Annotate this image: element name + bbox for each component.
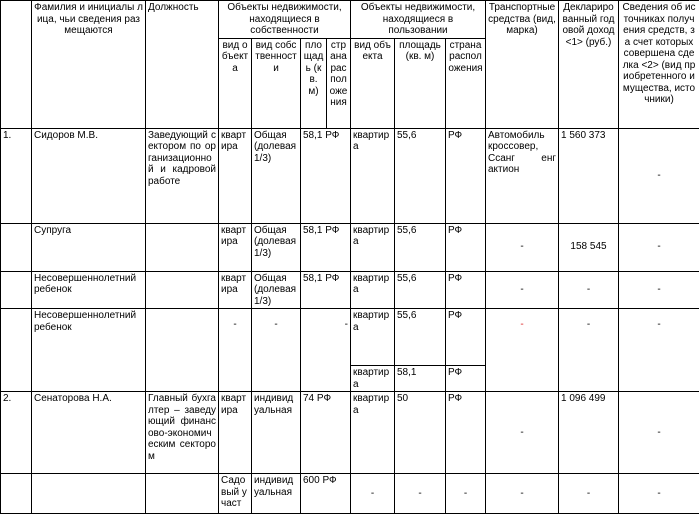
header-owned-area: площадь (кв. м) (301, 38, 327, 128)
cell-sources: - (619, 223, 699, 271)
header-owned-type: вид объекта (219, 38, 252, 128)
cell-used-area: - (395, 474, 446, 514)
cell-used-type: квартира (351, 392, 395, 474)
table-row (1, 309, 699, 366)
cell-sources: - (619, 128, 699, 223)
cell-used-country: РФ (446, 128, 486, 223)
cell-transport: Автомобиль кроссовер, Ссанг енг актион (486, 128, 559, 223)
cell-owned-ownership: - (252, 309, 301, 392)
cell-owned-ownership: индивидуальная (252, 392, 301, 474)
header-num (1, 1, 32, 129)
header-owned-ownership: вид собственности (252, 38, 301, 128)
cell-position (146, 474, 219, 514)
cell-name (32, 474, 146, 514)
header-owned-group: Объекты недвижимости, находящиеся в собственности (219, 1, 351, 39)
cell-owned-area: 58,1 РФ (301, 128, 351, 223)
cell-owned-ownership: Общая (долевая 1/3) (252, 271, 301, 309)
cell-used-type: квартира (351, 223, 395, 271)
header-transport: Транспортные средства (вид, марка) (486, 1, 559, 129)
cell-used-type: квартира (351, 366, 395, 392)
cell-income: 1 560 373 (559, 128, 619, 223)
cell-owned-type: квартира (219, 271, 252, 309)
cell-owned-type: Садовый участ (219, 474, 252, 514)
header-used-type: вид объекта (351, 38, 395, 128)
header-position: Должность (146, 1, 219, 129)
cell-used-type: - (351, 474, 395, 514)
header-income: Декларированный годовой доход <1> (руб.) (559, 1, 619, 129)
cell-name: Несовершеннолетний ребенок (32, 271, 146, 309)
header-owned-country: страна расположения (327, 38, 351, 128)
cell-used-type: квартира (351, 128, 395, 223)
header-used-group: Объекты недвижимости, находящиеся в пользовании (351, 1, 486, 39)
table-row (1, 474, 699, 514)
cell-position: Заведующий сектором по организационной и кадровой работе (146, 128, 219, 223)
cell-income: 158 545 (559, 223, 619, 271)
header-used-country: страна расположения (446, 38, 486, 128)
cell-income: - (559, 474, 619, 514)
cell-position (146, 271, 219, 309)
cell-income: - (559, 309, 619, 392)
cell-sources: - (619, 271, 699, 309)
cell-used-country: РФ (446, 271, 486, 309)
cell-name: Сидоров М.В. (32, 128, 146, 223)
cell-owned-type: квартира (219, 128, 252, 223)
table-row (1, 128, 699, 223)
header-sources: Сведения об источниках получения средств, за счет которых совершена сделка <2> (вид приобретенного имущества, источники) (619, 1, 699, 129)
cell-num: 1. (1, 128, 32, 223)
cell-name: Сенаторова Н.А. (32, 392, 146, 474)
cell-used-area: 55,6 (395, 309, 446, 366)
cell-owned-ownership: Общая (долевая 1/3) (252, 128, 301, 223)
cell-owned-type: квартира (219, 223, 252, 271)
header-used-area: площадь (кв. м) (395, 38, 446, 128)
cell-sources: - (619, 392, 699, 474)
cell-transport: - (486, 392, 559, 474)
cell-transport: - (486, 223, 559, 271)
cell-num (1, 474, 32, 514)
cell-position (146, 309, 219, 392)
cell-owned-area: - (301, 309, 351, 392)
cell-transport: - (486, 474, 559, 514)
cell-used-country: - (446, 474, 486, 514)
cell-used-area: 55,6 (395, 271, 446, 309)
cell-transport: - (486, 271, 559, 309)
table-row (1, 271, 699, 309)
cell-used-area: 55,6 (395, 223, 446, 271)
cell-used-country: РФ (446, 392, 486, 474)
cell-used-country: РФ (446, 366, 486, 392)
cell-used-area: 55,6 (395, 128, 446, 223)
cell-sources: - (619, 474, 699, 514)
cell-owned-area: 58,1 РФ (301, 271, 351, 309)
cell-owned-ownership: Общая (долевая 1/3) (252, 223, 301, 271)
cell-transport: - (486, 309, 559, 392)
cell-owned-area: 74 РФ (301, 392, 351, 474)
cell-used-type: квартира (351, 271, 395, 309)
cell-used-country: РФ (446, 309, 486, 366)
cell-income: - (559, 271, 619, 309)
cell-owned-type: - (219, 309, 252, 392)
header-name: Фамилия и инициалы лица, чьи сведения размещаются (32, 1, 146, 129)
table-row (1, 392, 699, 474)
cell-sources: - (619, 309, 699, 392)
cell-used-country: РФ (446, 223, 486, 271)
cell-num (1, 309, 32, 392)
cell-used-area: 50 (395, 392, 446, 474)
cell-position (146, 223, 219, 271)
cell-owned-ownership: индивидуальная (252, 474, 301, 514)
cell-owned-area: 58,1 РФ (301, 223, 351, 271)
cell-used-type: квартира (351, 309, 395, 366)
cell-income: 1 096 499 (559, 392, 619, 474)
table-row (1, 223, 699, 271)
cell-num (1, 223, 32, 271)
cell-owned-type: квартира (219, 392, 252, 474)
cell-name: Несовершеннолетний ребенок (32, 309, 146, 392)
cell-position: Главный бухгалтер – заведующий финансово-экономическим сектором (146, 392, 219, 474)
cell-owned-area: 600 РФ (301, 474, 351, 514)
cell-used-area: 58,1 (395, 366, 446, 392)
cell-num: 2. (1, 392, 32, 474)
cell-name: Супруга (32, 223, 146, 271)
cell-num (1, 271, 32, 309)
